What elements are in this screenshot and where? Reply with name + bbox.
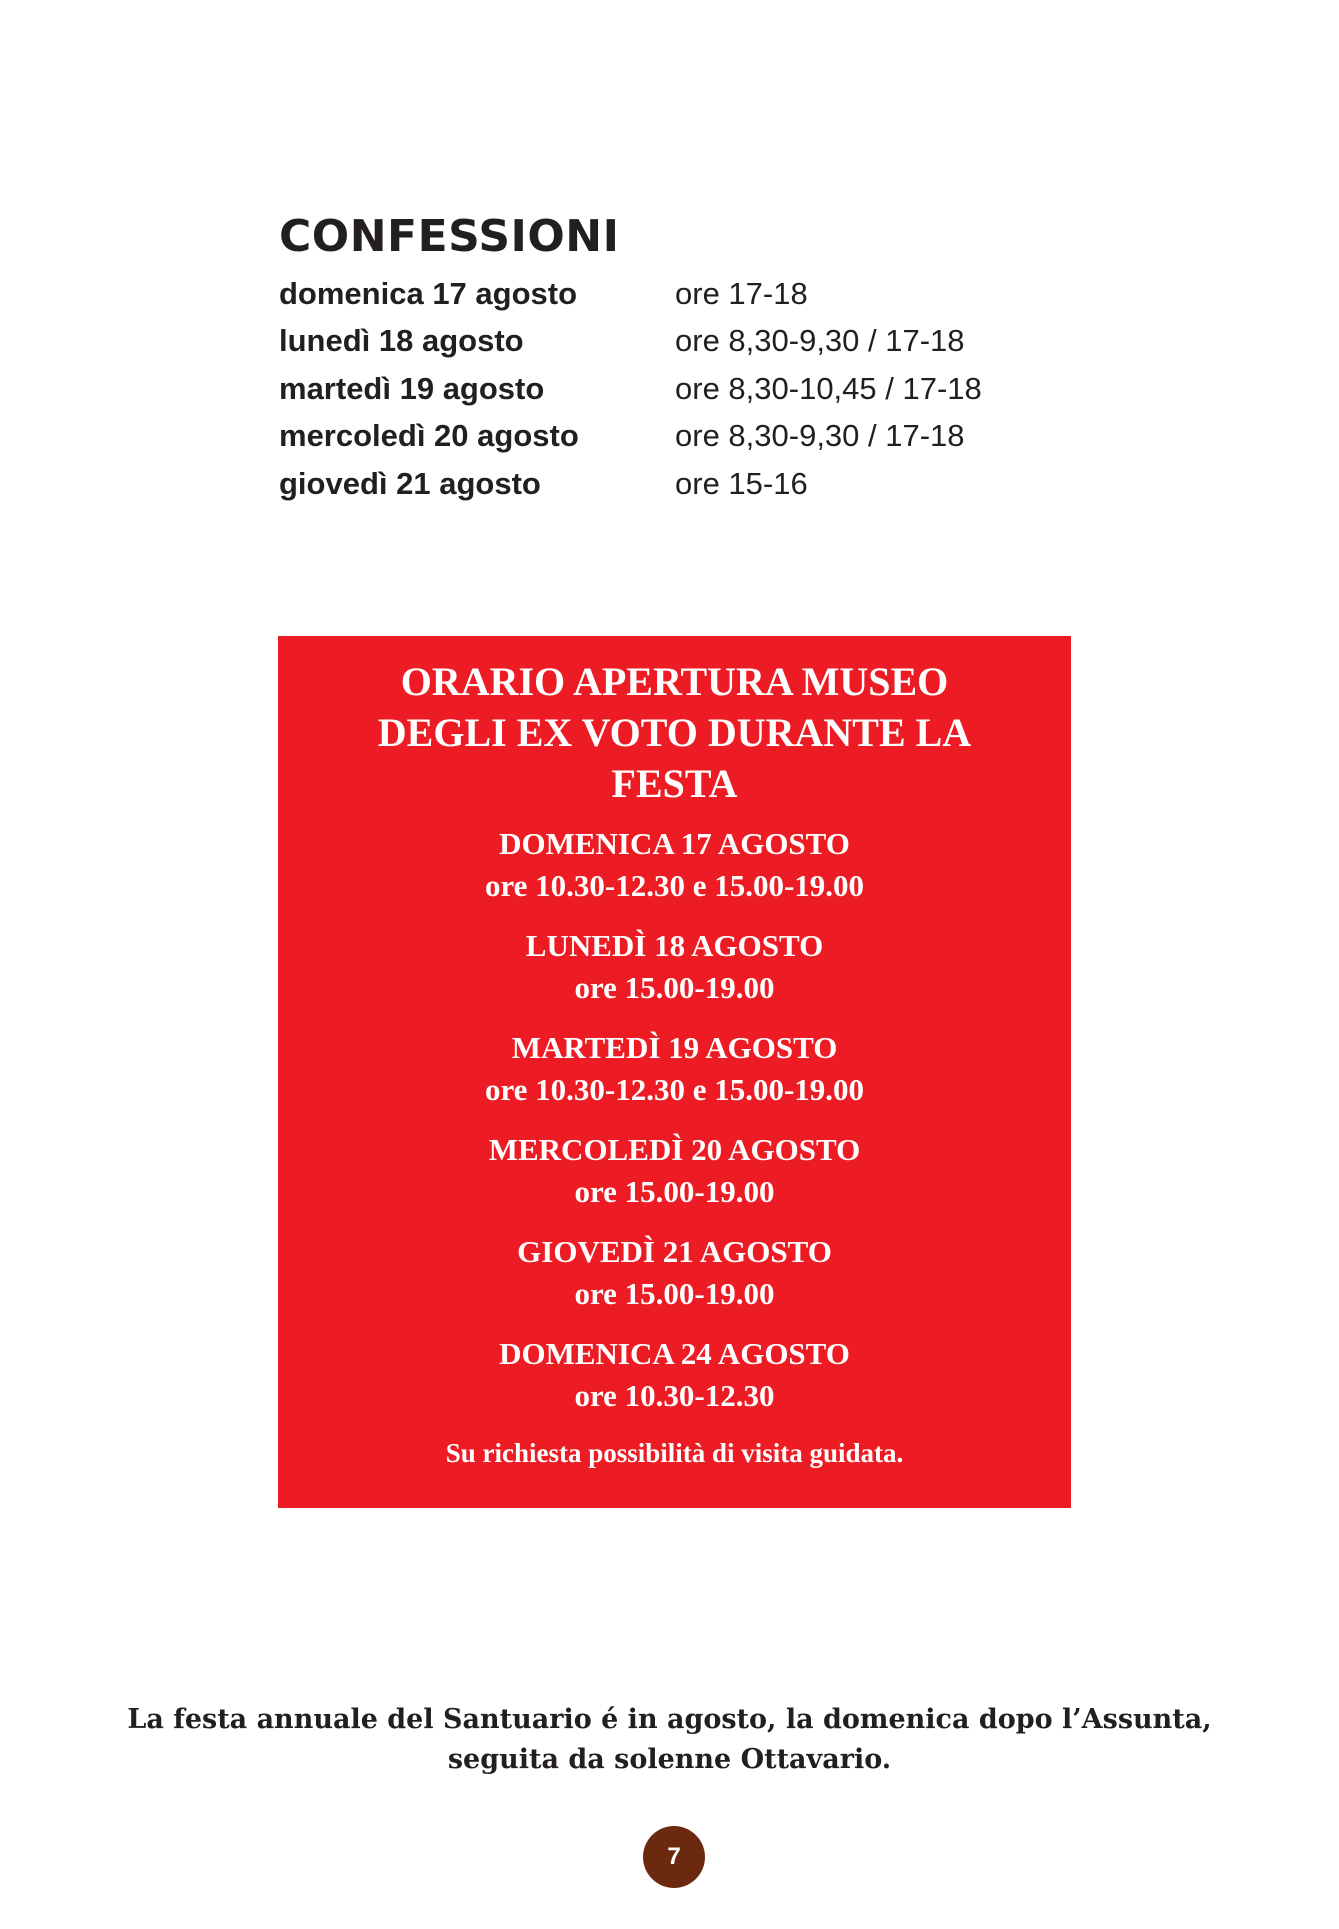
- museo-entry: [278, 823, 1071, 907]
- confessioni-time: ore 17-18: [675, 275, 808, 311]
- museo-entry: [278, 1333, 1071, 1417]
- confessioni-day: giovedì 21 agosto: [279, 465, 541, 501]
- museo-day: LUNEDÌ 18 AGOSTO: [525, 928, 824, 963]
- footer-line: seguita da solenne Ottavario.: [447, 1744, 892, 1775]
- page-number-badge: 7: [643, 1826, 705, 1888]
- museo-day: MERCOLEDÌ 20 AGOSTO: [488, 1132, 861, 1167]
- confessioni-time: ore 8,30-10,45 / 17-18: [675, 370, 982, 406]
- museo-entry: [278, 1027, 1071, 1111]
- footer-line: La festa annuale del Santuario é in agosto, la domenica dopo l’Assunta,: [127, 1704, 1212, 1735]
- footer-text: [0, 1700, 1339, 1780]
- confessioni-day: mercoledì 20 agosto: [279, 418, 579, 454]
- museo-entry: [278, 1231, 1071, 1315]
- confessioni-row: [279, 460, 1079, 508]
- confessioni-day: domenica 17 agosto: [279, 275, 578, 311]
- museo-hours: ore 15.00-19.00: [574, 1276, 775, 1311]
- confessioni-time: ore 8,30-9,30 / 17-18: [675, 323, 965, 359]
- museo-entry: [278, 925, 1071, 1009]
- confessioni-time: ore 8,30-9,30 / 17-18: [675, 418, 965, 454]
- museo-hours: ore 15.00-19.00: [574, 1174, 775, 1209]
- confessioni-row: [279, 270, 1079, 318]
- museo-day: GIOVEDÌ 21 AGOSTO: [517, 1234, 832, 1269]
- museo-day: MARTEDÌ 19 AGOSTO: [511, 1030, 838, 1065]
- confessioni-title: CONFESSIONI: [279, 211, 620, 262]
- confessioni-time: ore 15-16: [675, 465, 808, 501]
- museo-day: DOMENICA 24 AGOSTO: [499, 1336, 850, 1371]
- confessioni-day: martedì 19 agosto: [279, 370, 545, 406]
- museo-hours: ore 10.30-12.30: [574, 1378, 775, 1413]
- museo-title: ORARIO APERTURA MUSEO DEGLI EX VOTO DURANTE LA FESTA: [377, 659, 972, 806]
- museo-hours: ore 15.00-19.00: [574, 970, 775, 1005]
- museo-hours-box: [278, 636, 1071, 1508]
- confessioni-day: lunedì 18 agosto: [279, 323, 524, 359]
- confessioni-row: [279, 413, 1079, 461]
- confessioni-row: [279, 318, 1079, 366]
- museo-day: DOMENICA 17 AGOSTO: [499, 826, 850, 861]
- museo-hours: ore 10.30-12.30 e 15.00-19.00: [484, 868, 865, 903]
- museo-entry: [278, 1129, 1071, 1213]
- museo-note: Su richiesta possibilità di visita guidata.: [445, 1438, 904, 1468]
- museo-hours: ore 10.30-12.30 e 15.00-19.00: [484, 1072, 865, 1107]
- confessioni-section: [279, 208, 1079, 508]
- confessioni-row: [279, 365, 1079, 413]
